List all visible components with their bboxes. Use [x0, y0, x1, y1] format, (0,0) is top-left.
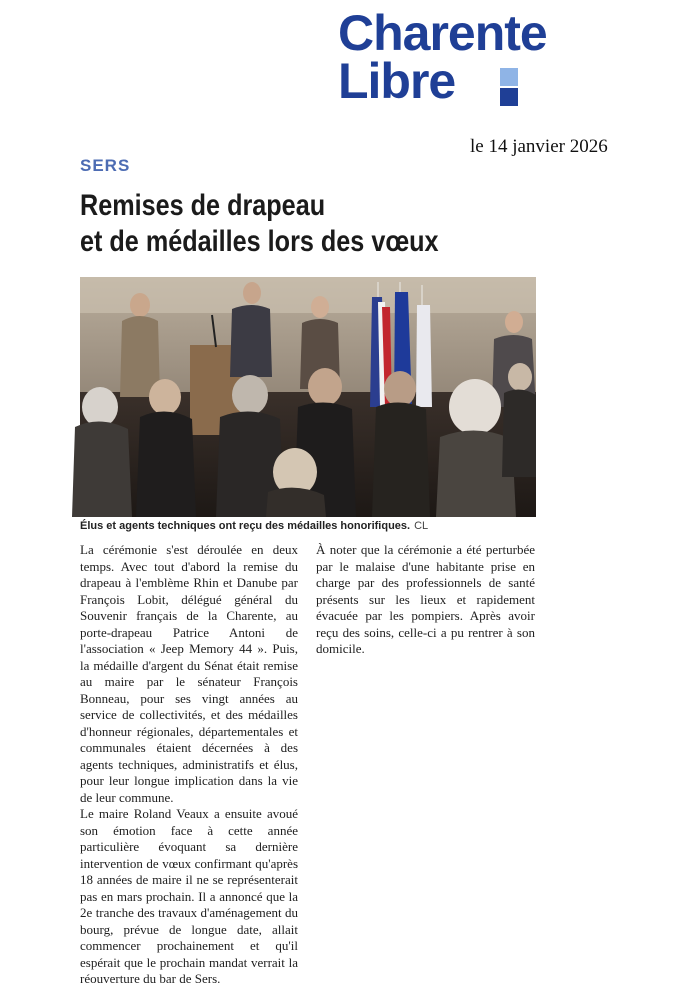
article-paragraph: La cérémonie s'est déroulée en deux temps. Avec tout d'abord la remise du drapeau à l'emblème Rhin et Danube par François Lobit, délégué général du Souvenir français de la Charente, au porte-drapeau Patrice Antoni de l'association « Jeep Memory 44 ». Puis, la médaille d'argent du Sénat était remise au maire par le sénateur François Bonneau, pour ses vingt années au service de collectivités, et des médailles d'honneur régionales, départementales et communales étaient décernées à des agents techniques, administratifs et élus, pour leur longue implication dans la vie de leur commune.	[80, 542, 298, 805]
publication-date: le 14 janvier 2026	[470, 136, 608, 157]
article-photo	[80, 277, 536, 517]
article-paragraph: Le maire Roland Veaux a ensuite avoué son émotion face à cette année particulière évoquant sa dernière intervention de vœux confirmant qu'après 18 années de maire il ne se représenterait pas en mars prochain. Il a annoncé que la 2e tranche des travaux d'aménagement du bourg, prévue de longue date, allait commencer prochainement et qu'il espérait que le prochain mandat verrait la réouverture du bar de Sers.	[80, 806, 298, 986]
masthead-line-2: Libre	[338, 53, 456, 109]
headline-line-1: Remises de drapeau	[80, 189, 326, 222]
ceremony-photo-illustration	[80, 277, 536, 517]
masthead-logo	[338, 5, 638, 109]
caption-text: Élus et agents techniques ont reçu des médailles honorifiques.	[80, 520, 411, 532]
section-label: SERS	[80, 156, 131, 175]
masthead-line-1: Charente	[338, 5, 547, 61]
article-paragraph: À noter que la cérémonie a été perturbée par le malaise d'une habitante prise en charge par des professionnels de santé présents sur les lieux et rapidement évacuée par les pompiers. Après avoir reçu des soins, celle-ci a pu rentrer à son domicile.	[316, 542, 535, 656]
headline	[80, 188, 517, 260]
logo-square-light	[500, 68, 518, 86]
photo-credit: CL	[414, 520, 429, 532]
photo-caption	[80, 520, 550, 532]
logo-square-dark	[500, 88, 518, 106]
headline-line-2: et de médailles lors des vœux	[80, 225, 439, 258]
article-column-right	[316, 542, 535, 658]
article-column-left	[80, 542, 298, 988]
